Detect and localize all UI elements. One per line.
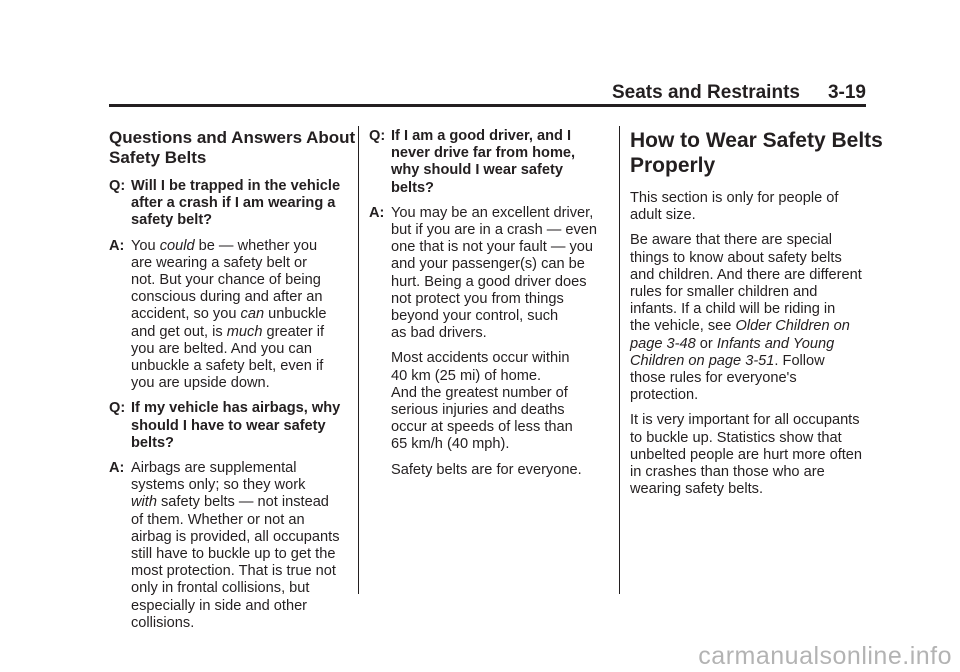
cross-reference-infants[interactable]: Infants and Young	[716, 335, 835, 352]
paragraph-children-rules: Be aware that there are special things to know about safety belts and children. And there are different rules for smaller children and infants. If a child will be riding in the vehicle, see Older Children on page 3-48 or Infants and Young Children on page 3-51. Follow those rules for everyone's protection.	[630, 232, 862, 404]
cross-reference-page-3-51[interactable]: Children on page 3-51	[630, 352, 775, 369]
column-divider-right	[619, 126, 620, 594]
column-divider-left	[358, 126, 359, 594]
paragraph-adult-size: This section is only for people of adult size.	[630, 190, 839, 224]
paragraph-accident-stats: Most accidents occur within 40 km (25 mi) of home. And the greatest number of serious injuries and deaths occur at speeds of less than 65 km/h (40 mph).	[391, 350, 573, 453]
page-number: 3-19	[827, 82, 866, 103]
column-middle	[369, 128, 607, 487]
cross-reference-page-3-48[interactable]: page 3-48	[630, 335, 696, 352]
page-header-title: Seats and Restraints	[612, 82, 800, 103]
question-3: Q: If I am a good driver, and I never drive far from home, why should I wear safety belts?	[369, 128, 576, 196]
section-heading-qa: Questions and Answers About Safety Belts	[109, 128, 356, 167]
column-left	[109, 128, 356, 640]
answer-1: A: You could be — whether you are wearing a safety belt or not. But your chance of being conscious during and after an accident, so you can unbuckle and get out, is much greater if you are belted. And you can unbuckle a safety belt, even if you are upside down.	[109, 237, 327, 392]
header-rule	[109, 104, 866, 107]
question-2: Q: If my vehicle has airbags, why should I have to wear safety belts?	[109, 400, 341, 451]
answer-2: A: Airbags are supplemental systems only; so they work with safety belts — not instead of them. Whether or not an airbag is provided, all occupants still have to buckle up to get the most protection. That is true not only in frontal collisions, but especially in side and other collisions.	[109, 460, 340, 631]
watermark: carmanualsonline.info	[698, 642, 952, 670]
column-right	[630, 128, 883, 506]
paragraph-safety-belts-everyone: Safety belts are for everyone.	[391, 461, 582, 478]
question-1: Q: Will I be trapped in the vehicle after a crash if I am wearing a safety belt?	[109, 178, 341, 229]
paragraph-buckle-up: It is very important for all occupants to buckle up. Statistics show that unbelted people are hurt more often in crashes than those who are wearing safety belts.	[630, 412, 863, 498]
answer-3: A: You may be an excellent driver, but if you are in a crash — even one that is not your fault — you and your passenger(s) can be hurt. Being a good driver does not protect you from things beyond your control, such as bad drivers.	[369, 204, 598, 342]
cross-reference-older-children[interactable]: Older Children on	[735, 318, 850, 335]
section-heading-how-to-wear: How to Wear Safety Belts Properly	[630, 129, 883, 177]
